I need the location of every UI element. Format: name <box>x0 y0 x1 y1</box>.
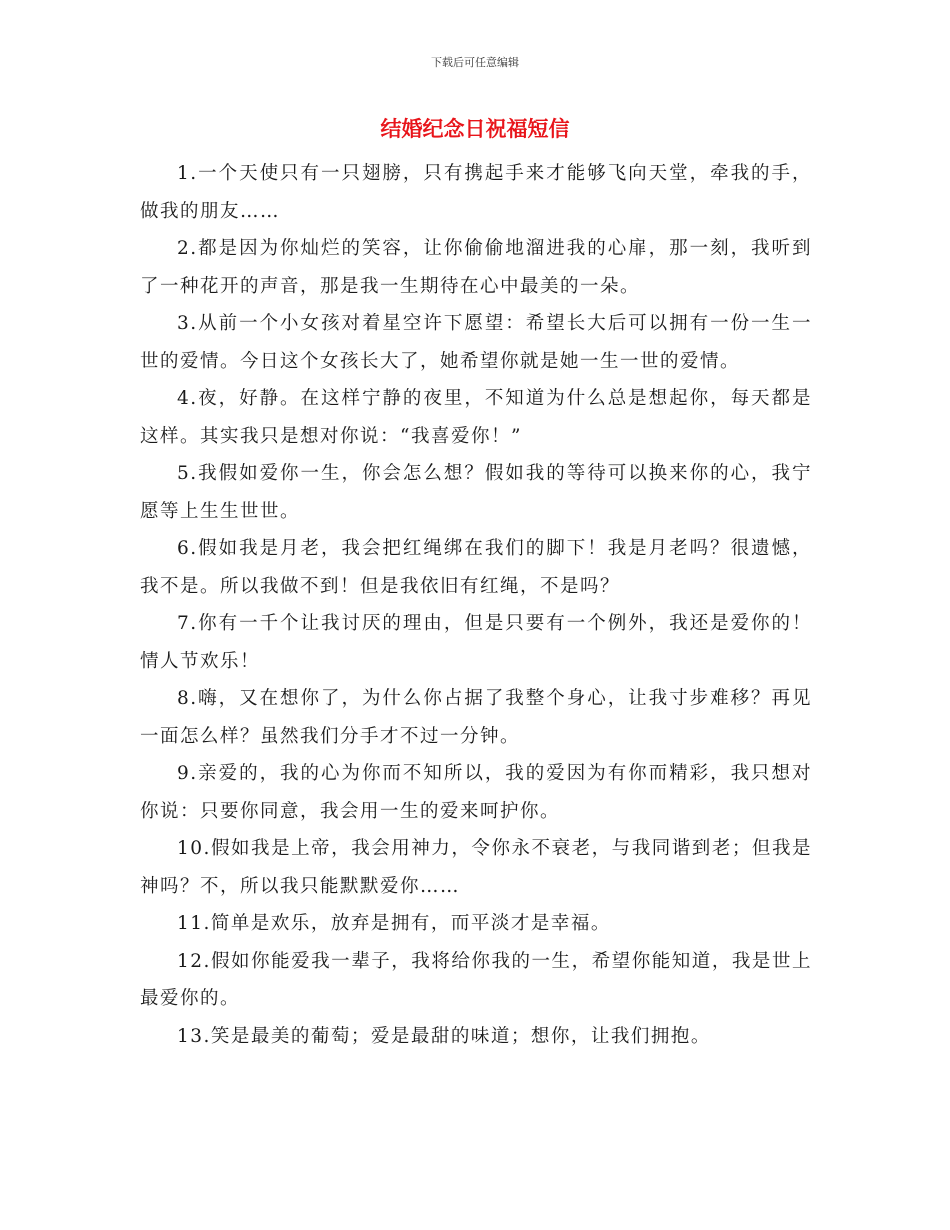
paragraph-1: 1.一个天使只有一只翅膀，只有携起手来才能够飞向天堂，牵我的手，做我的朋友…… <box>140 163 812 222</box>
paragraph-8: 8.嗨，又在想你了，为什么你占据了我整个身心，让我寸步难移？再见一面怎么样？虽然我们分手才不过一分钟。 <box>140 688 812 747</box>
paragraph-13: 13.笑是最美的葡萄；爱是最甜的味道；想你，让我们拥抱。 <box>177 1025 711 1047</box>
paragraph-6: 6.假如我是月老，我会把红绳绑在我们的脚下！我是月老吗？很遗憾，我不是。所以我做不到！但是我依旧有红绳，不是吗？ <box>140 538 812 597</box>
paragraph-3: 3.从前一个小女孩对着星空许下愿望：希望长大后可以拥有一份一生一世的爱情。今日这个女孩长大了，她希望你就是她一生一世的爱情。 <box>140 313 812 372</box>
document-body <box>140 155 812 1055</box>
paragraph-4: 4.夜，好静。在这样宁静的夜里，不知道为什么总是想起你，每天都是这样。其实我只是想对你说：“我喜爱你！” <box>140 388 812 447</box>
paragraph-2: 2.都是因为你灿烂的笑容，让你偷偷地溜进我的心扉，那一刻，我听到了一种花开的声音，那是我一生期待在心中最美的一朵。 <box>140 238 812 297</box>
header-note: 下载后可任意编辑 <box>431 56 519 69</box>
paragraph-12: 12.假如你能爱我一辈子，我将给你我的一生，希望你能知道，我是世上最爱你的。 <box>140 950 812 1009</box>
paragraph-10: 10.假如我是上帝，我会用神力，令你永不衰老，与我同谐到老；但我是神吗？不，所以我只能默默爱你…… <box>140 838 812 897</box>
paragraph-11: 11.简单是欢乐，放弃是拥有，而平淡才是幸福。 <box>177 913 611 934</box>
paragraph-7: 7.你有一千个让我讨厌的理由，但是只要有一个例外，我还是爱你的！情人节欢乐！ <box>140 613 812 672</box>
paragraph-9: 9.亲爱的，我的心为你而不知所以，我的爱因为有你而精彩，我只想对你说：只要你同意，我会用一生的爱来呵护你。 <box>140 763 812 822</box>
page-title: 结婚纪念日祝福短信 <box>380 117 570 141</box>
paragraph-5: 5.我假如爱你一生，你会怎么想？假如我的等待可以换来你的心，我宁愿等上生生世世。 <box>140 463 812 522</box>
